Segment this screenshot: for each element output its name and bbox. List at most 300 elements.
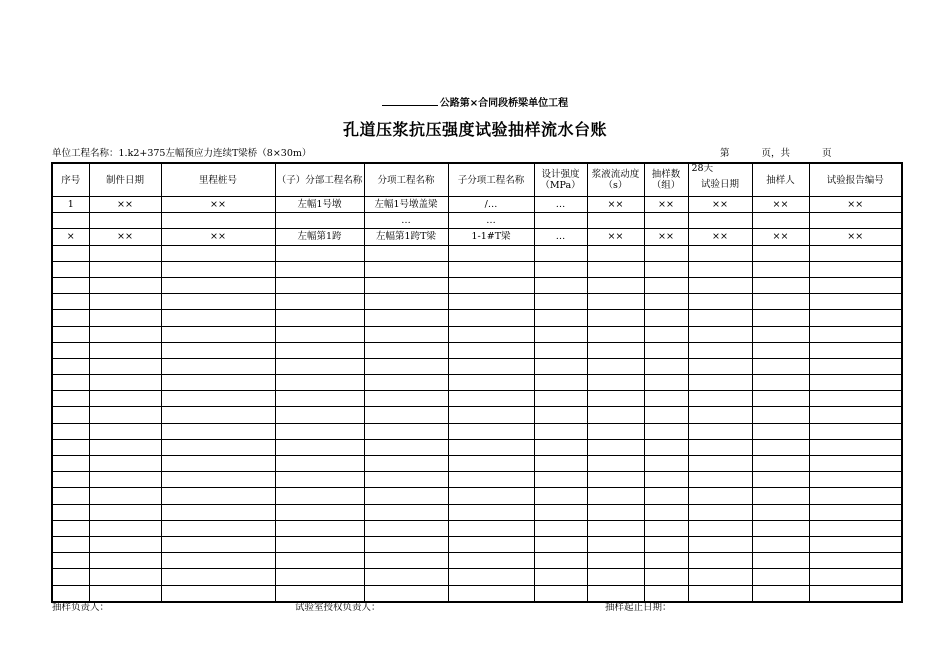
table-cell-sub_item bbox=[448, 569, 534, 585]
table-cell-station bbox=[161, 423, 275, 439]
table-cell-test_date bbox=[688, 407, 752, 423]
table-cell-sampler bbox=[752, 439, 809, 455]
table-cell-seq bbox=[52, 472, 89, 488]
table-cell-test_date bbox=[688, 423, 752, 439]
table-cell-samples bbox=[644, 310, 688, 326]
table-cell-sub_part bbox=[275, 439, 364, 455]
table-cell-strength bbox=[534, 553, 587, 569]
table-cell-test_date bbox=[688, 553, 752, 569]
table-cell-strength bbox=[534, 536, 587, 552]
table-cell-sub_item bbox=[448, 294, 534, 310]
table-cell-seq bbox=[52, 310, 89, 326]
table-cell-samples bbox=[644, 472, 688, 488]
page-counter bbox=[720, 145, 832, 159]
table-cell-station bbox=[161, 326, 275, 342]
table-cell-sampler bbox=[752, 391, 809, 407]
table-cell-report_no bbox=[809, 326, 902, 342]
table-row bbox=[52, 407, 902, 423]
table-cell-test_date bbox=[688, 520, 752, 536]
table-cell-sub_part bbox=[275, 245, 364, 261]
table-cell-date bbox=[89, 504, 161, 520]
col-header-strength: 设计强度（MPa） bbox=[534, 163, 587, 197]
table-cell-samples bbox=[644, 407, 688, 423]
table-cell-samples bbox=[644, 326, 688, 342]
table-cell-date: ×× bbox=[89, 197, 161, 213]
col-header-seq: 序号 bbox=[52, 163, 89, 197]
table-cell-samples bbox=[644, 504, 688, 520]
table-row bbox=[52, 569, 902, 585]
table-cell-station bbox=[161, 504, 275, 520]
table-cell-fluidity bbox=[587, 439, 644, 455]
table-cell-seq bbox=[52, 294, 89, 310]
table-cell-strength bbox=[534, 520, 587, 536]
table-cell-strength bbox=[534, 277, 587, 293]
table-cell-fluidity bbox=[587, 245, 644, 261]
info-line bbox=[52, 145, 900, 159]
table-cell-sampler bbox=[752, 456, 809, 472]
table-cell-test_date bbox=[688, 456, 752, 472]
col-header-item: 分项工程名称 bbox=[364, 163, 448, 197]
table-cell-fluidity bbox=[587, 277, 644, 293]
table-cell-station bbox=[161, 553, 275, 569]
table-cell-sub_item bbox=[448, 326, 534, 342]
table-cell-fluidity bbox=[587, 294, 644, 310]
table-cell-samples bbox=[644, 213, 688, 229]
table-cell-strength bbox=[534, 407, 587, 423]
col-header-date: 制件日期 bbox=[89, 163, 161, 197]
col-header-sampler: 抽样人 bbox=[752, 163, 809, 197]
table-cell-sub_item bbox=[448, 375, 534, 391]
table-cell-fluidity bbox=[587, 569, 644, 585]
unit-project-name: 单位工程名称：1.k2+375左幅预应力连续T梁桥（8×30m） bbox=[52, 148, 312, 159]
table-cell-fluidity bbox=[587, 423, 644, 439]
table-cell-seq bbox=[52, 261, 89, 277]
table-cell-strength bbox=[534, 439, 587, 455]
table-cell-report_no bbox=[809, 553, 902, 569]
table-cell-report_no bbox=[809, 310, 902, 326]
table-cell-sub_item bbox=[448, 536, 534, 552]
table-cell-station bbox=[161, 472, 275, 488]
table-cell-item bbox=[364, 342, 448, 358]
table-cell-item bbox=[364, 439, 448, 455]
table-cell-strength bbox=[534, 391, 587, 407]
document-subtitle bbox=[0, 94, 950, 109]
table-cell-station: ×× bbox=[161, 197, 275, 213]
table-cell-item bbox=[364, 472, 448, 488]
table-cell-samples: ×× bbox=[644, 197, 688, 213]
table-cell-test_date bbox=[688, 261, 752, 277]
table-cell-station bbox=[161, 375, 275, 391]
table-cell-fluidity bbox=[587, 261, 644, 277]
table-cell-sub_part bbox=[275, 277, 364, 293]
table-cell-date bbox=[89, 342, 161, 358]
table-cell-item bbox=[364, 488, 448, 504]
table-cell-station bbox=[161, 294, 275, 310]
table-cell-test_date bbox=[688, 358, 752, 374]
table-cell-report_no bbox=[809, 520, 902, 536]
table-cell-samples bbox=[644, 358, 688, 374]
table-cell-item bbox=[364, 504, 448, 520]
table-cell-station bbox=[161, 391, 275, 407]
table-cell-sampler bbox=[752, 569, 809, 585]
table-cell-date bbox=[89, 456, 161, 472]
table-row bbox=[52, 358, 902, 374]
table-cell-item bbox=[364, 277, 448, 293]
table-cell-item: 左幅第1跨T梁 bbox=[364, 229, 448, 245]
table-cell-test_date bbox=[688, 294, 752, 310]
table-row bbox=[52, 294, 902, 310]
table-cell-date: ×× bbox=[89, 229, 161, 245]
table-cell-seq bbox=[52, 358, 89, 374]
table-cell-sub_item bbox=[448, 261, 534, 277]
table-cell-test_date bbox=[688, 342, 752, 358]
table-cell-date bbox=[89, 472, 161, 488]
subtitle-blank-line bbox=[382, 105, 438, 106]
table-cell-strength bbox=[534, 261, 587, 277]
document-title: 孔道压浆抗压强度试验抽样流水台账 bbox=[342, 120, 607, 139]
table-cell-sampler bbox=[752, 488, 809, 504]
table-cell-report_no bbox=[809, 213, 902, 229]
table-cell-station bbox=[161, 213, 275, 229]
table-cell-sub_item bbox=[448, 504, 534, 520]
table-row bbox=[52, 261, 902, 277]
table-cell-item bbox=[364, 375, 448, 391]
table-cell-sampler bbox=[752, 310, 809, 326]
table-cell-item bbox=[364, 391, 448, 407]
table-cell-sub_item bbox=[448, 488, 534, 504]
table-cell-fluidity bbox=[587, 407, 644, 423]
table-cell-item bbox=[364, 358, 448, 374]
table-cell-station bbox=[161, 569, 275, 585]
table-cell-item bbox=[364, 520, 448, 536]
table-row bbox=[52, 342, 902, 358]
table-cell-test_date: ×× bbox=[688, 197, 752, 213]
table-cell-date bbox=[89, 423, 161, 439]
table-cell-date bbox=[89, 536, 161, 552]
table-cell-seq bbox=[52, 569, 89, 585]
table-cell-item: … bbox=[364, 213, 448, 229]
table-row bbox=[52, 553, 902, 569]
table-cell-item bbox=[364, 407, 448, 423]
table-cell-sub_part bbox=[275, 536, 364, 552]
table-cell-date bbox=[89, 326, 161, 342]
table-cell-sampler bbox=[752, 472, 809, 488]
table-cell-sampler bbox=[752, 536, 809, 552]
table-cell-sampler: ×× bbox=[752, 197, 809, 213]
table-cell-test_date bbox=[688, 569, 752, 585]
table-cell-sub_item: … bbox=[448, 213, 534, 229]
table-cell-date bbox=[89, 213, 161, 229]
table-cell-date bbox=[89, 310, 161, 326]
table-cell-sampler bbox=[752, 407, 809, 423]
table-cell-date bbox=[89, 375, 161, 391]
table-cell-report_no bbox=[809, 294, 902, 310]
table-cell-samples: ×× bbox=[644, 229, 688, 245]
table-cell-sub_part bbox=[275, 504, 364, 520]
table-cell-date bbox=[89, 488, 161, 504]
table-cell-report_no bbox=[809, 423, 902, 439]
table-cell-station bbox=[161, 342, 275, 358]
table-cell-report_no bbox=[809, 456, 902, 472]
table-cell-samples bbox=[644, 423, 688, 439]
table-cell-fluidity bbox=[587, 375, 644, 391]
table-cell-station bbox=[161, 520, 275, 536]
table-row bbox=[52, 488, 902, 504]
table-cell-report_no bbox=[809, 342, 902, 358]
table-cell-samples bbox=[644, 245, 688, 261]
page-of-label: 页，共 bbox=[761, 148, 791, 159]
ledger-body bbox=[52, 197, 902, 602]
table-cell-report_no bbox=[809, 375, 902, 391]
table-cell-test_date bbox=[688, 488, 752, 504]
table-cell-report_no bbox=[809, 536, 902, 552]
table-cell-sub_part bbox=[275, 375, 364, 391]
table-cell-date bbox=[89, 277, 161, 293]
table-cell-strength bbox=[534, 472, 587, 488]
table-cell-sub_part bbox=[275, 569, 364, 585]
table-cell-fluidity bbox=[587, 472, 644, 488]
table-cell-station bbox=[161, 245, 275, 261]
table-cell-station bbox=[161, 261, 275, 277]
table-cell-fluidity bbox=[587, 342, 644, 358]
page-total-label: 页 bbox=[822, 148, 832, 159]
days-label: 28天 bbox=[691, 163, 714, 174]
table-row bbox=[52, 213, 902, 229]
table-cell-seq bbox=[52, 536, 89, 552]
table-cell-sampler bbox=[752, 342, 809, 358]
table-cell-sampler bbox=[752, 294, 809, 310]
col-header-test-date bbox=[688, 163, 752, 197]
table-cell-sub_item: /… bbox=[448, 197, 534, 213]
table-cell-seq bbox=[52, 456, 89, 472]
table-row bbox=[52, 472, 902, 488]
table-cell-test_date bbox=[688, 536, 752, 552]
table-cell-seq: 1 bbox=[52, 197, 89, 213]
table-cell-seq bbox=[52, 391, 89, 407]
table-cell-date bbox=[89, 553, 161, 569]
table-cell-sub_item bbox=[448, 358, 534, 374]
subtitle-text: 公路第×合同段桥梁单位工程 bbox=[439, 98, 569, 109]
table-cell-item bbox=[364, 536, 448, 552]
table-cell-sub_item bbox=[448, 553, 534, 569]
table-cell-seq bbox=[52, 553, 89, 569]
table-cell-sub_part bbox=[275, 358, 364, 374]
table-row bbox=[52, 375, 902, 391]
table-cell-seq bbox=[52, 504, 89, 520]
table-cell-sub_part bbox=[275, 213, 364, 229]
table-cell-strength bbox=[534, 310, 587, 326]
table-cell-samples bbox=[644, 294, 688, 310]
table-cell-sub_item bbox=[448, 407, 534, 423]
table-cell-item bbox=[364, 245, 448, 261]
table-cell-sampler bbox=[752, 326, 809, 342]
table-cell-strength bbox=[534, 456, 587, 472]
table-cell-item bbox=[364, 294, 448, 310]
table-cell-samples bbox=[644, 488, 688, 504]
table-cell-sub_part bbox=[275, 488, 364, 504]
table-cell-fluidity bbox=[587, 310, 644, 326]
table-cell-sub_part bbox=[275, 326, 364, 342]
table-cell-test_date bbox=[688, 375, 752, 391]
table-cell-item bbox=[364, 456, 448, 472]
table-cell-fluidity bbox=[587, 520, 644, 536]
table-cell-date bbox=[89, 439, 161, 455]
table-cell-date bbox=[89, 358, 161, 374]
table-row bbox=[52, 310, 902, 326]
table-cell-sub_item bbox=[448, 342, 534, 358]
table-cell-station bbox=[161, 439, 275, 455]
table-cell-sampler: ×× bbox=[752, 229, 809, 245]
page-no-label: 第 bbox=[720, 148, 730, 159]
table-cell-sampler bbox=[752, 277, 809, 293]
table-cell-sampler bbox=[752, 520, 809, 536]
table-cell-item bbox=[364, 423, 448, 439]
table-cell-sampler bbox=[752, 245, 809, 261]
table-cell-test_date bbox=[688, 504, 752, 520]
table-cell-sampler bbox=[752, 504, 809, 520]
table-cell-test_date bbox=[688, 310, 752, 326]
table-cell-report_no bbox=[809, 391, 902, 407]
table-cell-date bbox=[89, 520, 161, 536]
table-row bbox=[52, 423, 902, 439]
table-cell-fluidity bbox=[587, 504, 644, 520]
table-cell-item bbox=[364, 569, 448, 585]
table-cell-fluidity bbox=[587, 358, 644, 374]
table-cell-seq bbox=[52, 520, 89, 536]
table-row bbox=[52, 229, 902, 245]
table-cell-test_date bbox=[688, 472, 752, 488]
table-cell-sampler bbox=[752, 213, 809, 229]
table-cell-station bbox=[161, 456, 275, 472]
table-cell-sub_item bbox=[448, 439, 534, 455]
table-cell-sub_item bbox=[448, 245, 534, 261]
table-cell-strength bbox=[534, 294, 587, 310]
col-header-report-no: 试验报告编号 bbox=[809, 163, 902, 197]
table-cell-station bbox=[161, 536, 275, 552]
table-cell-strength bbox=[534, 213, 587, 229]
table-cell-fluidity bbox=[587, 391, 644, 407]
table-cell-strength bbox=[534, 375, 587, 391]
table-cell-sub_item bbox=[448, 423, 534, 439]
ledger-table bbox=[51, 162, 903, 603]
table-row bbox=[52, 391, 902, 407]
col-header-sub-item: 子分项工程名称 bbox=[448, 163, 534, 197]
table-cell-sub_part bbox=[275, 456, 364, 472]
table-cell-item bbox=[364, 326, 448, 342]
table-cell-date bbox=[89, 407, 161, 423]
table-cell-strength bbox=[534, 342, 587, 358]
col-header-samples: 抽样数（组） bbox=[644, 163, 688, 197]
table-cell-seq bbox=[52, 213, 89, 229]
table-cell-seq bbox=[52, 488, 89, 504]
table-cell-fluidity: ×× bbox=[587, 229, 644, 245]
table-cell-samples bbox=[644, 536, 688, 552]
table-cell-fluidity bbox=[587, 456, 644, 472]
table-cell-samples bbox=[644, 261, 688, 277]
table-row bbox=[52, 536, 902, 552]
table-cell-station bbox=[161, 277, 275, 293]
table-cell-sub_item bbox=[448, 310, 534, 326]
table-row bbox=[52, 277, 902, 293]
table-cell-report_no bbox=[809, 261, 902, 277]
table-cell-test_date: ×× bbox=[688, 229, 752, 245]
table-cell-test_date bbox=[688, 326, 752, 342]
table-cell-strength bbox=[534, 245, 587, 261]
table-cell-samples bbox=[644, 553, 688, 569]
table-cell-item bbox=[364, 553, 448, 569]
table-cell-report_no bbox=[809, 277, 902, 293]
table-cell-sampler bbox=[752, 375, 809, 391]
table-cell-report_no bbox=[809, 504, 902, 520]
table-cell-report_no: ×× bbox=[809, 229, 902, 245]
table-cell-test_date bbox=[688, 391, 752, 407]
table-cell-seq bbox=[52, 245, 89, 261]
table-row bbox=[52, 326, 902, 342]
table-cell-report_no bbox=[809, 407, 902, 423]
table-cell-sub_part: 左幅1号墩 bbox=[275, 197, 364, 213]
col-header-fluidity: 浆液流动度（s） bbox=[587, 163, 644, 197]
table-cell-test_date bbox=[688, 213, 752, 229]
table-cell-fluidity bbox=[587, 553, 644, 569]
table-cell-sub_part bbox=[275, 342, 364, 358]
table-cell-sub_part bbox=[275, 294, 364, 310]
table-cell-strength bbox=[534, 569, 587, 585]
table-cell-seq bbox=[52, 375, 89, 391]
table-cell-sub_item bbox=[448, 520, 534, 536]
table-cell-sub_part bbox=[275, 261, 364, 277]
table-cell-seq bbox=[52, 342, 89, 358]
table-cell-strength bbox=[534, 504, 587, 520]
table-cell-sampler bbox=[752, 553, 809, 569]
table-cell-seq bbox=[52, 423, 89, 439]
table-cell-station: ×× bbox=[161, 229, 275, 245]
table-cell-sub_item: 1-1#T梁 bbox=[448, 229, 534, 245]
table-cell-report_no bbox=[809, 439, 902, 455]
table-cell-sub_part bbox=[275, 407, 364, 423]
table-cell-strength: … bbox=[534, 229, 587, 245]
table-cell-strength bbox=[534, 423, 587, 439]
table-cell-sub_part bbox=[275, 310, 364, 326]
table-cell-fluidity bbox=[587, 213, 644, 229]
table-cell-samples bbox=[644, 277, 688, 293]
table-cell-samples bbox=[644, 439, 688, 455]
table-cell-strength bbox=[534, 326, 587, 342]
table-cell-date bbox=[89, 294, 161, 310]
signature-footer bbox=[52, 599, 902, 613]
table-cell-item bbox=[364, 261, 448, 277]
table-cell-report_no bbox=[809, 488, 902, 504]
table-row bbox=[52, 197, 902, 213]
table-cell-strength: … bbox=[534, 197, 587, 213]
table-cell-date bbox=[89, 391, 161, 407]
table-cell-strength bbox=[534, 488, 587, 504]
table-cell-sub_part bbox=[275, 423, 364, 439]
table-row bbox=[52, 520, 902, 536]
table-cell-seq bbox=[52, 277, 89, 293]
table-cell-sub_item bbox=[448, 456, 534, 472]
table-cell-samples bbox=[644, 342, 688, 358]
table-row bbox=[52, 439, 902, 455]
table-cell-seq: × bbox=[52, 229, 89, 245]
table-cell-strength bbox=[534, 358, 587, 374]
table-cell-report_no bbox=[809, 472, 902, 488]
table-cell-samples bbox=[644, 456, 688, 472]
table-cell-date bbox=[89, 261, 161, 277]
table-cell-fluidity bbox=[587, 488, 644, 504]
table-cell-report_no bbox=[809, 569, 902, 585]
table-cell-sub_item bbox=[448, 277, 534, 293]
col-header-sub-part: （子）分部工程名称 bbox=[275, 163, 364, 197]
